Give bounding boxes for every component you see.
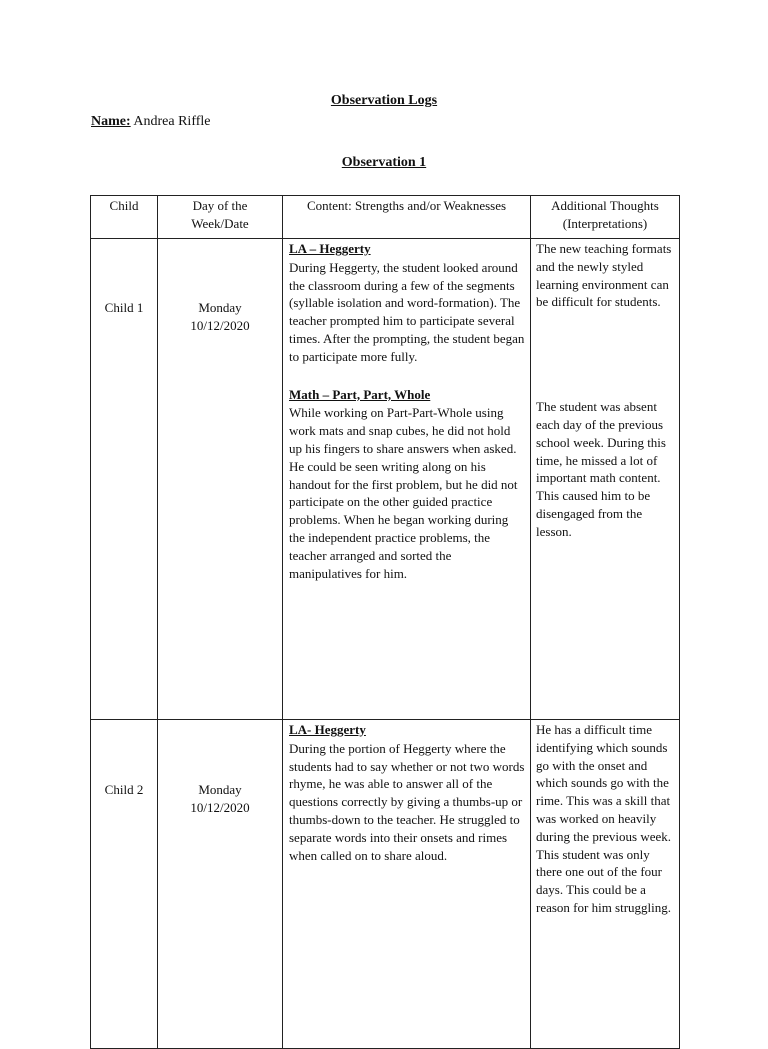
note-text: He has a difficult time identifying which sounds go with the onset and which sounds go with the rime. This was a skill that was worked on heavily during the previous week. This student was only there one out of the four days. This could be a reason for him struggling. (536, 722, 672, 915)
section-text: While working on Part-Part-Whole using work mats and snap cubes, he did not hold up his fingers to share answers when asked. He could be seen writing along on his handout for the first problem, but he did not participate on the other guided practice problems. When he began working during the independent practice problems, the teacher arranged and sorted the manipulatives for him. (289, 405, 518, 581)
notes-cell (531, 239, 680, 720)
header-child-label: Child (109, 198, 139, 213)
day-label: Monday (198, 782, 242, 797)
header-date-line2: Week/Date (191, 215, 249, 231)
note-text: The new teaching formats and the newly styled learning environment can be difficult for students. (536, 241, 672, 310)
section-title: LA- Heggerty (289, 722, 366, 737)
header-date-line1: Day of the (192, 198, 248, 213)
header-notes-line1: Additional Thoughts (551, 198, 659, 213)
name-value: Andrea Riffle (133, 114, 211, 129)
date-label: 10/12/2020 (190, 799, 250, 815)
section-title: Math – Part, Part, Whole (289, 386, 431, 402)
observation-table (90, 195, 680, 1049)
header-content (283, 196, 531, 239)
content-cell (283, 720, 531, 1049)
child-label: Child 1 (104, 300, 144, 315)
document-title: Observation Logs (330, 93, 438, 108)
child-cell (91, 720, 158, 1049)
name-label: Name: (91, 114, 131, 129)
section-text: During the portion of Heggerty where the students had to say whether or not two words rhyme, he was able to answer all of the questions correctly by giving a thumbs-up or thumbs-down to the teacher. He struggled to separate words into their onsets and rimes when called on to share aloud. (289, 740, 525, 863)
header-child (91, 196, 158, 239)
notes-cell (531, 720, 680, 1049)
date-cell (158, 720, 283, 1049)
header-date (158, 196, 283, 239)
child-label: Child 2 (104, 782, 144, 797)
content-cell (283, 239, 531, 720)
note-text: The student was absent each day of the previous school week. During this time, he missed a lot of important math content. This caused him to be disengaged from the lesson. (536, 399, 666, 539)
table-row (91, 239, 680, 720)
name-line (91, 114, 211, 130)
table-row (91, 720, 680, 1049)
section-title: LA – Heggerty (289, 241, 371, 256)
date-label: 10/12/2020 (190, 317, 250, 333)
observation-title: Observation 1 (341, 155, 427, 170)
table-header-row (91, 196, 680, 239)
header-notes-line2: (Interpretations) (562, 215, 648, 231)
day-label: Monday (198, 300, 242, 315)
child-cell (91, 239, 158, 720)
date-cell (158, 239, 283, 720)
header-content-label: Content: Strengths and/or Weaknesses (306, 198, 507, 213)
header-notes (531, 196, 680, 239)
section-text: During Heggerty, the student looked around the classroom during a few of the segments (syllable isolation and word-formation). The teacher prompted him to participate several times. After the prompting, the student began to participate more fully. (289, 259, 525, 364)
